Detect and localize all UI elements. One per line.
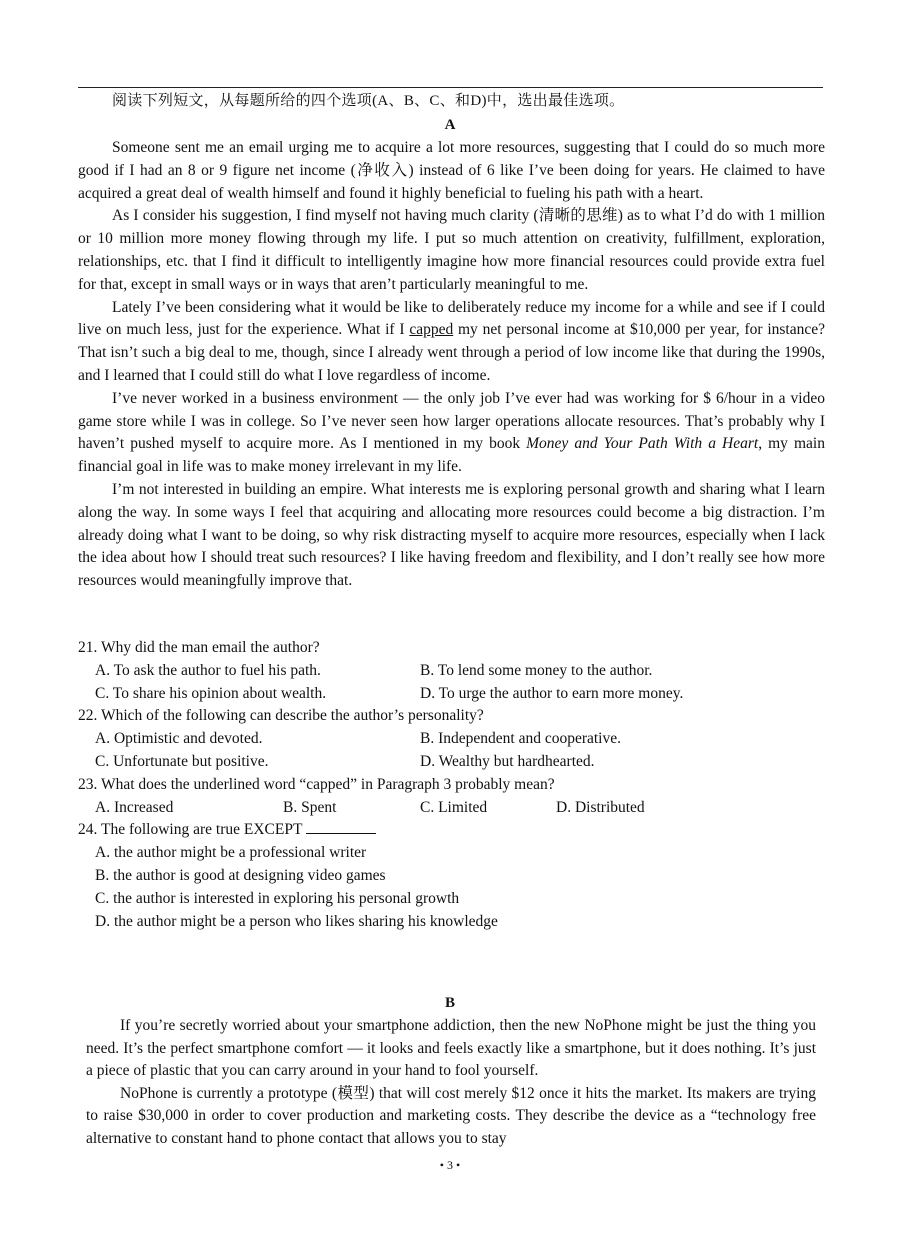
- passage-a-paragraph-1: Someone sent me an email urging me to acquire a lot more resources, suggesting that I could do so much more good if I had an 8 or 9 figure net income (净收入) instead of 6 like I’ve been doing for years. He claimed to have acquired a great deal of wealth himself and found it highly beneficial to fueling his path with a heart.: [78, 139, 825, 202]
- passage-b-heading: B: [444, 995, 455, 1011]
- question-21-option-a: A. To ask the author to fuel his path.: [95, 661, 321, 679]
- passage-a-paragraph-2: As I consider his suggestion, I find myself not having much clarity (清晰的思维) as to what I’d do with 1 million or 10 million more money flowing through my life. I put so much attention on creativity, fulfillment, exploration, relationships, etc. that I find it difficult to intelligently imagine how more financial resources could provide extra fuel for that, except in small ways or in ways that aren’t particularly meaningful to me.: [78, 207, 825, 293]
- instruction-text: 阅读下列短文，从每题所给的四个选项(A、B、C、和D)中，选出最佳选项。: [112, 93, 625, 109]
- question-22-stem: 22. Which of the following can describe the author’s personality?: [78, 707, 484, 725]
- question-24-stem-text: 24. The following are true EXCEPT: [78, 821, 303, 839]
- passage-a-paragraph-4: [78, 388, 825, 479]
- underlined-word-capped: capped: [409, 321, 454, 339]
- question-23-option-d: D. Distributed: [556, 798, 645, 816]
- question-24-option-c: C. the author is interested in exploring his personal growth: [95, 889, 460, 907]
- question-23-stem: 23. What does the underlined word “capped” in Paragraph 3 probably mean?: [78, 775, 555, 793]
- question-23-options-row: [78, 797, 825, 820]
- question-21-option-b: B. To lend some money to the author.: [420, 661, 653, 679]
- header-rule: [78, 87, 823, 88]
- question-22-options-row-2: [78, 751, 825, 774]
- question-24-stem: [78, 819, 825, 842]
- question-24-option-d: D. the author might be a person who likes sharing his knowledge: [95, 912, 498, 930]
- question-21-options-row-1: [78, 660, 825, 683]
- question-24-option-b: B. the author is good at designing video games: [95, 866, 386, 884]
- question-23-option-a: A. Increased: [95, 798, 174, 816]
- passage-a-heading: A: [444, 117, 456, 133]
- passage-b-paragraph-1: If you’re secretly worried about your smartphone addiction, then the new NoPhone might be just the thing you need. It’s the perfect smartphone comfort — it looks and feels exactly like a smartphone, but it does nothing. It’s just a piece of plastic that you can carry around in your hand to fool yourself.: [86, 1017, 816, 1080]
- book-title: Money and Your Path With a Heart: [526, 435, 759, 453]
- question-22-options-row-1: [78, 728, 825, 751]
- passage-a: [78, 137, 825, 593]
- question-22-option-a: A. Optimistic and devoted.: [95, 730, 263, 748]
- question-23-option-b: B. Spent: [283, 798, 337, 816]
- passage-b: [86, 1015, 816, 1151]
- question-22-option-d: D. Wealthy but hardhearted.: [420, 752, 595, 770]
- question-list: [78, 637, 825, 933]
- question-21-stem: 21. Why did the man email the author?: [78, 639, 320, 656]
- passage-a-paragraph-5: I’m not interested in building an empire. What interests me is exploring personal growth and sharing what I learn along the way. In some ways I feel that acquiring and allocating more resources could become a big distraction. I’m already doing what I want to be doing, so why risk distracting myself to acquire more resources, especially when I lack the idea about how I should treat such resources? I like having freedom and flexibility, and I don’t really see how more resources would meaningfully improve that.: [78, 480, 825, 590]
- paragraph-3-text-before: Lately I’ve been considering what it would be like to deliberately reduce my income for a while and see if I could live on much less, just for the experience. What if I: [78, 298, 825, 339]
- question-23-option-c: C. Limited: [420, 798, 488, 816]
- paragraph-3-text-after: my net personal income at $10,000 per year, for instance? That isn’t such a big deal to me, though, since I already went through a period of low income like that during the 1990s, and I learned that I could still do what I love regardless of income.: [78, 321, 825, 384]
- passage-a-paragraph-3: [78, 297, 825, 388]
- paragraph-4-text-before: I’ve never worked in a business environment — the only job I’ve ever had was working for $ 6/hour in a video game store while I was in college. So I’ve never seen how larger operations allocate resources. That’s probably why I haven’t pushed myself to acquire more. As I mentioned in my book: [78, 389, 825, 453]
- question-22-option-c: C. Unfortunate but positive.: [95, 752, 269, 770]
- question-21-option-c: C. To share his opinion about wealth.: [95, 684, 327, 702]
- paragraph-4-text-after: , my main financial goal in life was to make money irrelevant in my life.: [78, 435, 825, 476]
- passage-b-paragraph-2: NoPhone is currently a prototype (模型) that will cost merely $12 once it hits the market. Its makers are trying to raise $30,000 in order to cover production and marketing costs. They describe the device as a “technology free alternative to constant hand to phone contact that allows you to stay: [86, 1084, 816, 1147]
- answer-blank: [306, 819, 376, 834]
- question-21-option-d: D. To urge the author to earn more money.: [420, 684, 684, 702]
- page-number: • 3 •: [439, 1158, 461, 1172]
- question-22-option-b: B. Independent and cooperative.: [420, 730, 621, 748]
- question-24-option-a: A. the author might be a professional writer: [95, 844, 367, 862]
- question-21-options-row-2: [78, 683, 825, 706]
